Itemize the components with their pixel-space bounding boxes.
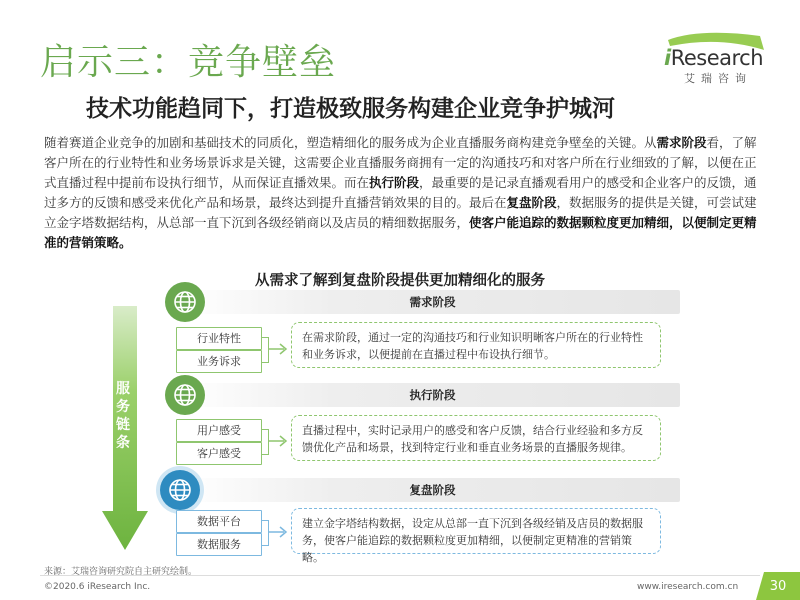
intro-text-2: 看，了解客户所在的行业特性和业务场景诉求是关键，这需要企业直播服务商拥有一定的沟通技巧和对客户所在行业细致的了解，以便在正式直播过程中提前布设执行细节，从而保证直播效果。而在: [44, 135, 757, 190]
page-subtitle: 技术功能趋同下，打造极致服务构建企业竞争护城河: [86, 96, 615, 122]
service-chain-label: 服务链条: [116, 381, 130, 451]
stage-desc-review: 建立金字塔结构数据，设定从总部一直下沉到各级经销及店员的数据服务，使客户能追踪的数据颗粒度更加精细，以便制定更精准的营销策略。: [291, 508, 661, 554]
intro-bold-1: 需求阶段: [656, 135, 707, 150]
website-url: www.iresearch.com.cn: [637, 582, 739, 592]
logo-prefix: i: [664, 46, 671, 70]
stage-band-execution: [185, 383, 680, 407]
intro-text-1: 随着赛道企业竞争的加剧和基础技术的同质化，塑造精细化的服务成为企业直播服务商构建竞争壁垒的关键。从: [44, 135, 657, 150]
stage-band-review: [185, 478, 680, 502]
arrow-right-icon: [268, 343, 290, 355]
tag-client-feelings: 客户感受: [176, 442, 262, 465]
intro-bold-4: 使客户能追踪的数据颗粒度更加精细，以便制定更精准的营销策略。: [44, 215, 757, 250]
arrow-right-icon: [268, 526, 290, 538]
stage-name-execution: 执行阶段: [409, 388, 456, 402]
intro-bold-2: 执行阶段: [369, 175, 420, 190]
stage-band-demand: [185, 290, 680, 314]
intro-bold-3: 复盘阶段: [506, 195, 557, 210]
stage-desc-demand: 在需求阶段，通过一定的沟通技巧和行业知识明晰客户所在的行业特性和业务诉求，以便提前在直播过程中布设执行细节。: [291, 322, 661, 368]
stage-name-review: 复盘阶段: [409, 483, 456, 497]
intro-paragraph: [44, 133, 764, 253]
stage-name-demand: 需求阶段: [409, 295, 456, 309]
page-title: 启示三：竞争壁垒: [40, 42, 337, 83]
diagram-title: 从需求了解到复盘阶段提供更加精细化的服务: [255, 273, 545, 289]
tag-user-feelings: 用户感受: [176, 419, 262, 442]
footer-divider: [40, 575, 760, 576]
tag-industry-traits: 行业特性: [176, 327, 262, 350]
intro-text-4: ，数据服务的提供是关键，可尝试建立金字塔数据结构，从总部一直下沉到各级经销商以及店员的精细数据服务，: [44, 195, 757, 230]
globe-icon: [165, 282, 205, 322]
intro-text-3: ，最重要的是记录直播观看用户的感受和企业客户的反馈，通过多方的反馈和感受来优化产品和场景，最终达到提升直播营销效果的目的。最后在: [44, 175, 757, 210]
page-number: 30: [769, 579, 787, 594]
tag-data-service: 数据服务: [176, 533, 262, 556]
tag-data-platform: 数据平台: [176, 510, 262, 533]
logo-rest: Research: [670, 46, 764, 70]
logo-cn: 艾瑞咨询: [684, 72, 752, 85]
stage-desc-execution: 直播过程中，实时记录用户的感受和客户反馈，结合行业经验和多方反馈优化产品和场景，找到特定行业和垂直业务场景的直播服务规律。: [291, 415, 661, 461]
arrow-right-icon: [268, 435, 290, 447]
globe-icon: [160, 470, 200, 510]
logo-wordmark: [664, 46, 763, 70]
iresearch-logo: [664, 38, 764, 98]
tag-business-needs: 业务诉求: [176, 350, 262, 373]
globe-icon: [165, 375, 205, 415]
source-note: 来源：艾瑞咨询研究院自主研究绘制。: [44, 567, 198, 577]
copyright: ©2020.6 iResearch Inc.: [44, 582, 151, 592]
